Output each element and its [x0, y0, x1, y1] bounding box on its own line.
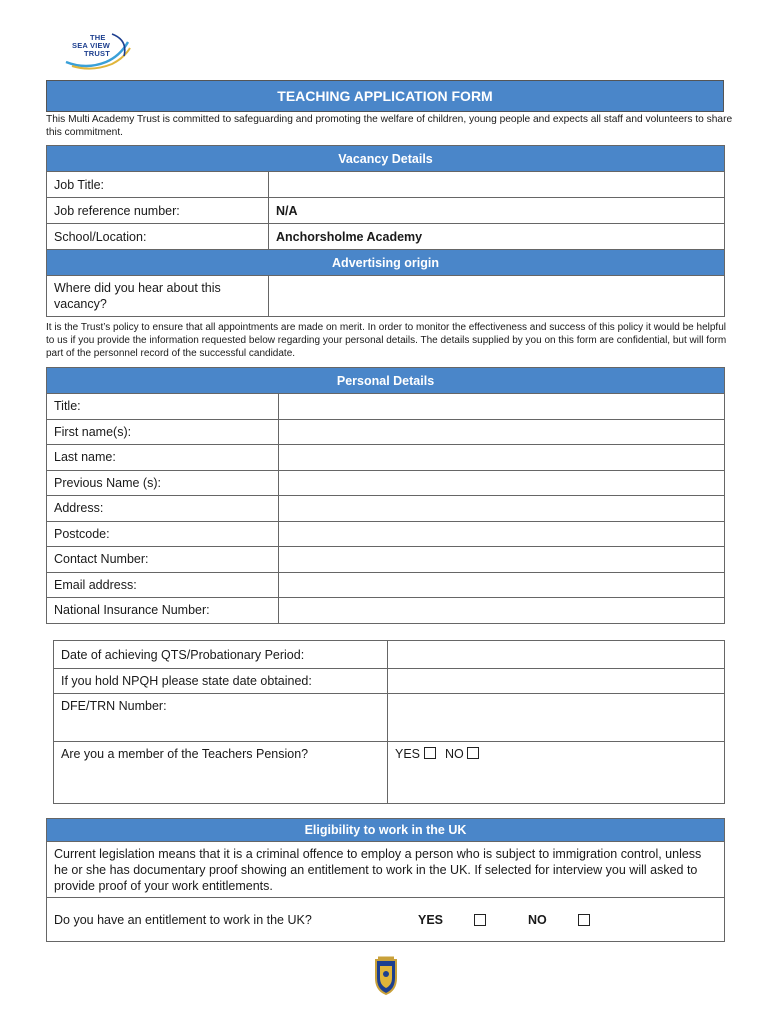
vacancy-details-header: Vacancy Details	[47, 146, 725, 172]
entitlement-no-label: NO	[528, 912, 547, 927]
personal-field-label: Previous Name (s):	[47, 470, 279, 496]
qts-date-label: Date of achieving QTS/Probationary Period:	[54, 641, 388, 669]
personal-field-label: Title:	[47, 394, 279, 420]
personal-field-label: Email address:	[47, 572, 279, 598]
pension-no-label: NO	[444, 747, 464, 761]
personal-field-input[interactable]	[279, 394, 725, 420]
personal-field-label: National Insurance Number:	[47, 598, 279, 624]
personal-details-table	[46, 367, 725, 624]
advertising-origin-field[interactable]	[269, 276, 725, 317]
job-title-label: Job Title:	[47, 172, 269, 198]
npqh-date-label: If you hold NPQH please state date obtained:	[54, 669, 388, 694]
advertising-origin-label: Where did you hear about this vacancy?	[47, 276, 269, 317]
personal-field-input[interactable]	[279, 572, 725, 598]
work-entitlement-question: Do you have an entitlement to work in the UK?	[54, 912, 312, 927]
personal-field-label: Last name:	[47, 445, 279, 471]
personal-field-label: Postcode:	[47, 521, 279, 547]
form-title: TEACHING APPLICATION FORM	[46, 80, 724, 112]
teachers-pension-label: Are you a member of the Teachers Pension?	[54, 742, 388, 804]
personal-details-header: Personal Details	[47, 368, 725, 394]
job-title-field[interactable]	[269, 172, 725, 198]
personal-field-input[interactable]	[279, 419, 725, 445]
sea-view-trust-logo	[62, 26, 134, 72]
npqh-date-field[interactable]	[388, 669, 725, 694]
logo-text-the: THE	[90, 33, 106, 42]
pension-yes-checkbox[interactable]	[424, 747, 436, 759]
personal-field-label: Contact Number:	[47, 547, 279, 573]
eligibility-text: Current legislation means that it is a criminal offence to employ a person who is subject to immigration control, unless he or she has documentary proof showing an entitlement to work in the UK. If selected for interview you will asked to provide proof of your work entitlements.	[47, 842, 725, 898]
appointments-policy-text: It is the Trust’s policy to ensure that all appointments are made on merit. In order to monitor the effectiveness and success of this policy it would be helpful to us if you provide the information requested below regarding your personal details. The details supplied by you on this form are confidential, but will form part of the personnel record of the successful candidate.	[46, 322, 727, 359]
qts-details-table	[53, 640, 725, 804]
academy-crest-icon	[372, 956, 400, 996]
eligibility-table	[46, 818, 725, 942]
pension-yes-label: YES	[395, 747, 421, 761]
personal-field-input[interactable]	[279, 521, 725, 547]
personal-field-input[interactable]	[279, 470, 725, 496]
dfe-trn-field[interactable]	[388, 694, 725, 742]
job-reference-field[interactable]: N/A	[269, 198, 725, 224]
job-reference-label: Job reference number:	[47, 198, 269, 224]
safeguarding-intro: This Multi Academy Trust is committed to safeguarding and promoting the welfare of children, young people and expects all staff and volunteers to share this commitment.	[46, 114, 733, 138]
logo-text-sea-view: SEA VIEW	[72, 41, 110, 50]
personal-field-input[interactable]	[279, 496, 725, 522]
vacancy-details-table	[46, 145, 725, 317]
advertising-origin-header: Advertising origin	[47, 250, 725, 276]
personal-field-input[interactable]	[279, 547, 725, 573]
logo-text-trust: TRUST	[84, 49, 110, 58]
dfe-trn-label: DFE/TRN Number:	[54, 694, 388, 742]
personal-field-label: Address:	[47, 496, 279, 522]
teachers-pension-options	[388, 742, 725, 804]
eligibility-header: Eligibility to work in the UK	[47, 819, 725, 842]
pension-no-checkbox[interactable]	[467, 747, 479, 759]
entitlement-no-checkbox[interactable]	[578, 914, 590, 926]
personal-field-input[interactable]	[279, 445, 725, 471]
entitlement-yes-checkbox[interactable]	[474, 914, 486, 926]
qts-date-field[interactable]	[388, 641, 725, 669]
school-location-field[interactable]: Anchorsholme Academy	[269, 224, 725, 250]
personal-field-input[interactable]	[279, 598, 725, 624]
school-location-label: School/Location:	[47, 224, 269, 250]
entitlement-yes-label: YES	[418, 912, 444, 927]
personal-field-label: First name(s):	[47, 419, 279, 445]
work-entitlement-row	[47, 898, 725, 942]
